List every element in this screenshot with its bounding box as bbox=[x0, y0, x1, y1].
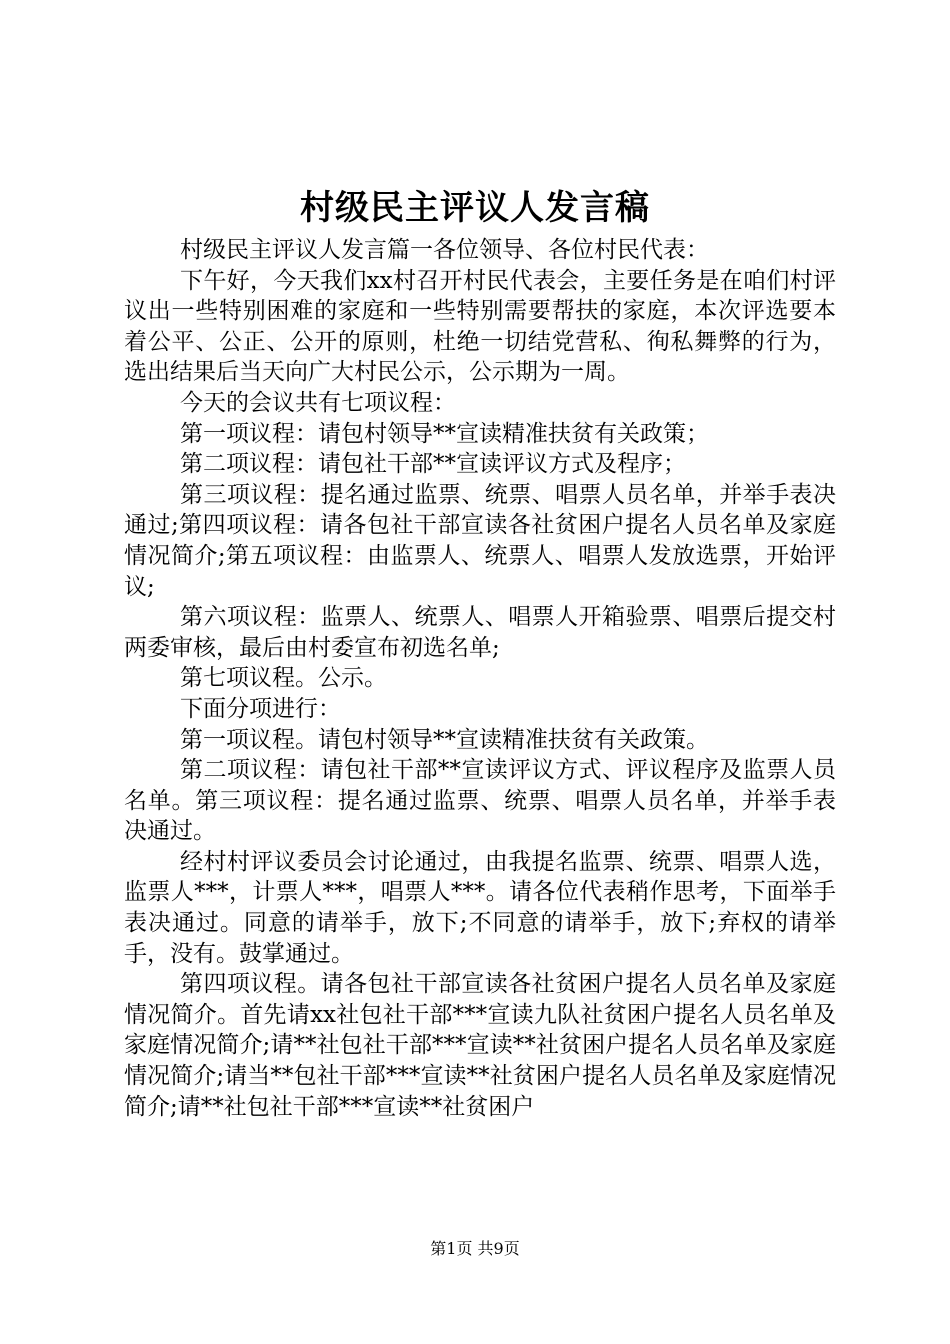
paragraph: 下面分项进行： bbox=[180, 695, 341, 722]
paragraph: 第三项议程：提名通过监票、统票、唱票人员名单，并举手表决通过;第四项议程：请各包社干部宣读各社贫困户提名人员名单及家庭情况简介;第五项议程：由监票人、统票人、唱票人发放选票，开始评议; bbox=[124, 481, 836, 600]
paragraph: 第六项议程：监票人、统票人、唱票人开箱验票、唱票后提交村两委审核，最后由村委宣布初选名单; bbox=[124, 604, 836, 661]
paragraph: 第二项议程：请包社干部**宣读评议方式、评议程序及监票人员名单。第三项议程：提名通过监票、统票、唱票人员名单，并举手表决通过。 bbox=[124, 757, 836, 845]
paragraph: 第七项议程。公示。 bbox=[180, 665, 387, 692]
paragraph: 第一项议程：请包村领导**宣读精准扶贫有关政策； bbox=[180, 420, 709, 447]
page-number: 第1页 共9页 bbox=[430, 1239, 520, 1258]
paragraph: 经村村评议委员会讨论通过，由我提名监票、统票、唱票人选，监票人***，计票人***，唱票人***。请各位代表稍作思考，下面举手表决通过。同意的请举手，放下;不同意的请举手，放下;弃权的请举手，没有。鼓掌通过。 bbox=[124, 848, 836, 967]
paragraph: 下午好，今天我们xx村召开村民代表会，主要任务是在咱们村评议出一些特别困难的家庭和一些特别需要帮扶的家庭，本次评选要本着公平、公正、公开的原则，杜绝一切结党营私、徇私舞弊的行为，选出结果后当天向广大村民公示，公示期为一周。 bbox=[124, 267, 836, 386]
document-title: 村级民主评议人发言稿 bbox=[300, 188, 650, 228]
paragraph: 第二项议程：请包社干部**宣读评议方式及程序； bbox=[180, 451, 686, 478]
paragraph: 第四项议程。请各包社干部宣读各社贫困户提名人员名单及家庭情况简介。首先请xx社包社干部***宣读九队社贫困户提名人员名单及家庭情况简介;请**社包社干部***宣读**社贫困户提名人员名单及家庭情况简介;请当**包社干部***宣读**社贫困户提名人员名单及家庭情况简介;请**社包社干部***宣读**社贫困户 bbox=[124, 971, 836, 1120]
paragraph: 村级民主评议人发言篇一各位领导、各位村民代表： bbox=[180, 237, 709, 263]
document-body bbox=[124, 235, 836, 1122]
paragraph: 第一项议程。请包村领导**宣读精准扶贫有关政策。 bbox=[180, 726, 709, 753]
paragraph: 今天的会议共有七项议程： bbox=[180, 389, 456, 416]
